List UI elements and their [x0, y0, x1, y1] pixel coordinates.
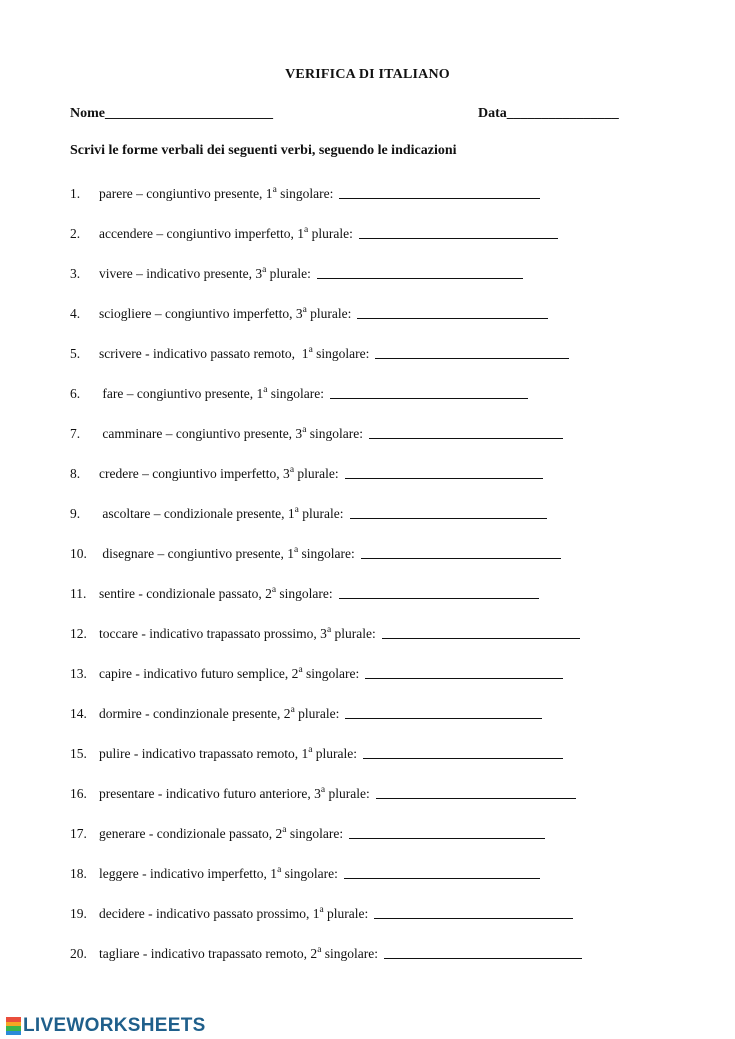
page-title: VERIFICA DI ITALIANO [285, 67, 450, 82]
ordinal-superscript: a [263, 385, 268, 395]
exercise-number: 13. [70, 666, 87, 681]
exercise-number: 1. [70, 186, 81, 201]
answer-blank[interactable] [384, 957, 582, 959]
logo-text: LIVEWORKSHEETS [23, 1015, 206, 1036]
ordinal-superscript: a [289, 465, 295, 475]
exercise-item [70, 343, 569, 365]
exercise-item [70, 423, 563, 445]
exercise-number-form: plurale: [325, 786, 370, 801]
exercise-number-form: plurale: [294, 466, 339, 481]
logo-mark-icon [6, 1017, 21, 1035]
answer-blank[interactable] [376, 797, 576, 799]
exercise-prompt: fare – congiuntivo presente, 1 [99, 386, 264, 401]
exercise-number-form: singolare: [306, 426, 364, 441]
answer-blank[interactable] [345, 477, 543, 479]
exercise-number: 20. [70, 946, 87, 961]
ordinal-superscript: a [320, 785, 326, 795]
answer-blank[interactable] [361, 557, 561, 559]
exercise-item [70, 463, 543, 485]
exercise-number-form: plurale: [323, 906, 369, 921]
exercise-prompt: presentare - indicativo futuro anteriore, 3 [99, 786, 321, 801]
ordinal-superscript: a [282, 825, 287, 835]
exercise-prompt: credere – congiuntivo imperfetto, 3 [99, 466, 290, 481]
exercise-prompt: pulire - indicativo trapassato remoto, 1 [99, 746, 309, 761]
exercise-item [70, 303, 548, 325]
exercise-number: 12. [70, 626, 87, 641]
exercise-number: 19. [70, 906, 87, 921]
ordinal-superscript: a [271, 585, 277, 595]
exercise-number-form: singolare: [321, 946, 379, 961]
answer-blank[interactable] [349, 837, 545, 839]
exercise-item [70, 863, 540, 885]
exercise-number-form: plurale: [306, 306, 352, 321]
exercise-item [70, 583, 539, 605]
answer-blank[interactable] [375, 357, 569, 359]
exercise-item [70, 703, 542, 725]
exercise-number-form: plurale: [294, 706, 340, 721]
exercise-item [70, 823, 545, 845]
liveworksheets-logo [6, 1014, 206, 1038]
exercise-item [70, 223, 558, 245]
exercise-number-form: singolare: [286, 826, 344, 841]
exercise-number-form: singolare: [302, 666, 360, 681]
exercise-prompt: accendere – congiuntivo imperfetto, 1 [99, 226, 305, 241]
exercise-number: 7. [70, 426, 81, 441]
exercise-number-form: singolare: [267, 386, 325, 401]
ordinal-superscript: a [277, 865, 282, 875]
instructions: Scrivi le forme verbali dei seguenti verbi, seguendo le indicazioni [70, 143, 457, 158]
ordinal-superscript: a [262, 265, 267, 275]
exercise-prompt: toccare - indicativo trapassato prossimo, 3 [99, 626, 327, 641]
exercise-prompt: camminare – congiuntivo presente, 3 [99, 426, 303, 441]
answer-blank[interactable] [374, 917, 573, 919]
answer-blank[interactable] [357, 317, 548, 319]
exercise-number-form: plurale: [266, 266, 311, 281]
answer-blank[interactable] [369, 437, 563, 439]
exercise-prompt: sentire - condizionale passato, 2 [99, 586, 272, 601]
exercise-number: 4. [70, 306, 81, 321]
exercise-number-form: singolare: [276, 586, 333, 601]
exercise-number-form: plurale: [298, 506, 344, 521]
exercise-item [70, 263, 523, 285]
exercise-number: 16. [70, 786, 87, 801]
answer-blank[interactable] [345, 717, 542, 719]
exercise-item [70, 783, 576, 805]
exercise-item [70, 663, 563, 685]
exercise-prompt: parere – congiuntivo presente, 1 [99, 186, 273, 201]
ordinal-superscript: a [272, 185, 277, 195]
exercise-number-form: plurale: [312, 746, 358, 761]
exercise-item [70, 943, 582, 965]
exercise-item [70, 503, 547, 525]
exercise-item [70, 183, 540, 205]
exercise-prompt: vivere – indicativo presente, 3 [99, 266, 263, 281]
exercise-prompt: decidere - indicativo passato prossimo, 1 [99, 906, 320, 921]
exercise-number-form: plurale: [308, 226, 353, 241]
exercise-number-form: singolare: [298, 546, 355, 561]
ordinal-superscript: a [298, 665, 303, 675]
exercise-number: 3. [70, 266, 81, 281]
ordinal-superscript: a [294, 505, 299, 515]
exercise-number: 11. [70, 586, 87, 601]
answer-blank[interactable] [317, 277, 523, 279]
exercise-number: 17. [70, 826, 87, 841]
exercise-prompt: dormire - condinzionale presente, 2 [99, 706, 291, 721]
exercise-item [70, 383, 528, 405]
answer-blank[interactable] [344, 877, 540, 879]
exercise-prompt: sciogliere – congiuntivo imperfetto, 3 [99, 306, 303, 321]
exercise-prompt: scrivere - indicativo passato remoto, 1 [99, 346, 309, 361]
exercise-number: 9. [70, 506, 81, 521]
exercise-number-form: singolare: [276, 186, 334, 201]
answer-blank[interactable] [350, 517, 547, 519]
exercise-number-form: singolare: [312, 346, 370, 361]
ordinal-superscript: a [302, 425, 307, 435]
ordinal-superscript: a [319, 905, 324, 915]
exercise-number: 5. [70, 346, 81, 361]
exercise-prompt: generare - condizionale passato, 2 [99, 826, 283, 841]
name-field-label: Nome________________________ [70, 106, 273, 121]
exercise-number: 14. [70, 706, 87, 721]
date-field-label: Data________________ [478, 106, 619, 121]
answer-blank[interactable] [365, 677, 563, 679]
exercise-prompt: ascoltare – condizionale presente, 1 [99, 506, 295, 521]
exercise-number-form: plurale: [331, 626, 376, 641]
exercise-prompt: capire - indicativo futuro semplice, 2 [99, 666, 299, 681]
exercise-number: 15. [70, 746, 87, 761]
exercise-prompt: disegnare – congiuntivo presente, 1 [99, 546, 294, 561]
exercise-number-form: singolare: [281, 866, 338, 881]
answer-blank[interactable] [330, 397, 528, 399]
exercise-item [70, 743, 563, 765]
answer-blank[interactable] [339, 597, 539, 599]
exercise-number: 6. [70, 386, 81, 401]
exercise-item [70, 623, 580, 645]
ordinal-superscript: a [326, 625, 332, 635]
ordinal-superscript: a [304, 225, 309, 235]
answer-blank[interactable] [339, 197, 540, 199]
ordinal-superscript: a [317, 945, 322, 955]
ordinal-superscript: a [308, 345, 313, 355]
answer-blank[interactable] [359, 237, 558, 239]
ordinal-superscript: a [293, 545, 299, 555]
ordinal-superscript: a [290, 705, 295, 715]
exercise-item [70, 903, 573, 925]
exercise-number: 18. [70, 866, 87, 881]
ordinal-superscript: a [308, 745, 313, 755]
answer-blank[interactable] [363, 757, 563, 759]
exercise-number: 8. [70, 466, 81, 481]
exercise-item [70, 543, 561, 565]
exercise-number: 2. [70, 226, 81, 241]
answer-blank[interactable] [382, 637, 580, 639]
exercise-prompt: leggere - indicativo imperfetto, 1 [99, 866, 278, 881]
ordinal-superscript: a [302, 305, 307, 315]
exercise-number: 10. [70, 546, 87, 561]
exercise-prompt: tagliare - indicativo trapassato remoto, 2 [99, 946, 318, 961]
